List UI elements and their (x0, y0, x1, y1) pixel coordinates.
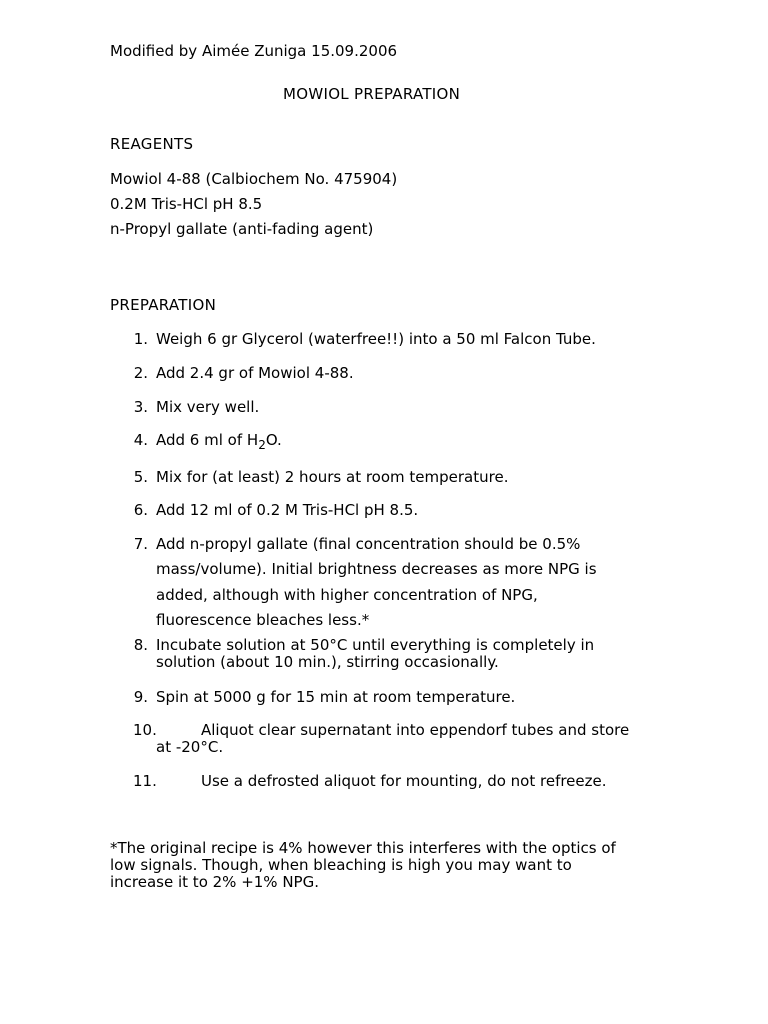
footnote-line: low signals. Though, when bleaching is high you may want to (110, 856, 572, 874)
reagent-item: Mowiol 4-88 (Calbiochem No. 475904) (110, 170, 398, 188)
step-text: added, although with higher concentration of NPG, (156, 586, 538, 604)
preparation-heading: PREPARATION (110, 296, 217, 314)
step-text: Use a defrosted aliquot for mounting, do not refreeze. (201, 772, 607, 790)
step-text: Add n-propyl gallate (final concentration should be 0.5% (156, 535, 581, 553)
reagents-heading: REAGENTS (110, 135, 194, 153)
step-text (156, 431, 282, 452)
step-number: 8. (133, 636, 148, 654)
step-number: 2. (133, 364, 148, 382)
modified-by-line: Modified by Aimée Zuniga 15.09.2006 (110, 42, 398, 60)
step-text: Weigh 6 gr Glycerol (waterfree!!) into a 50 ml Falcon Tube. (156, 330, 596, 348)
step-text-part: Add 6 ml of H (156, 431, 259, 449)
step-text: Spin at 5000 g for 15 min at room temperature. (156, 688, 516, 706)
footnote-line: increase it to 2% +1% NPG. (110, 873, 319, 891)
step-text: Incubate solution at 50°C until everything is completely in (156, 636, 595, 654)
step-number: 11. (133, 772, 157, 790)
step-text-part: O. (265, 431, 282, 449)
step-text: Mix for (at least) 2 hours at room temperature. (156, 468, 509, 486)
step-text: at -20°C. (156, 738, 224, 756)
subscript-text: 2 (258, 438, 266, 452)
reagent-item: n-Propyl gallate (anti-fading agent) (110, 220, 374, 238)
step-text: Add 2.4 gr of Mowiol 4-88. (156, 364, 354, 382)
step-number: 10. (133, 721, 157, 739)
step-text: Add 12 ml of 0.2 M Tris-HCl pH 8.5. (156, 501, 419, 519)
step-number: 7. (133, 535, 148, 553)
step-text: solution (about 10 min.), stirring occasionally. (156, 653, 499, 671)
step-number: 4. (133, 431, 148, 449)
step-number: 9. (133, 688, 148, 706)
step-text: mass/volume). Initial brightness decreases as more NPG is (156, 560, 597, 578)
step-number: 5. (133, 468, 148, 486)
step-number: 3. (133, 398, 148, 416)
step-number: 1. (133, 330, 148, 348)
footnote-line: *The original recipe is 4% however this interferes with the optics of (110, 839, 616, 857)
reagent-item: 0.2M Tris-HCl pH 8.5 (110, 195, 263, 213)
page-title: MOWIOL PREPARATION (283, 85, 461, 103)
step-number: 6. (133, 501, 148, 519)
step-text: fluorescence bleaches less.* (156, 611, 370, 629)
step-text: Mix very well. (156, 398, 260, 416)
step-text: Aliquot clear supernatant into eppendorf tubes and store (201, 721, 630, 739)
